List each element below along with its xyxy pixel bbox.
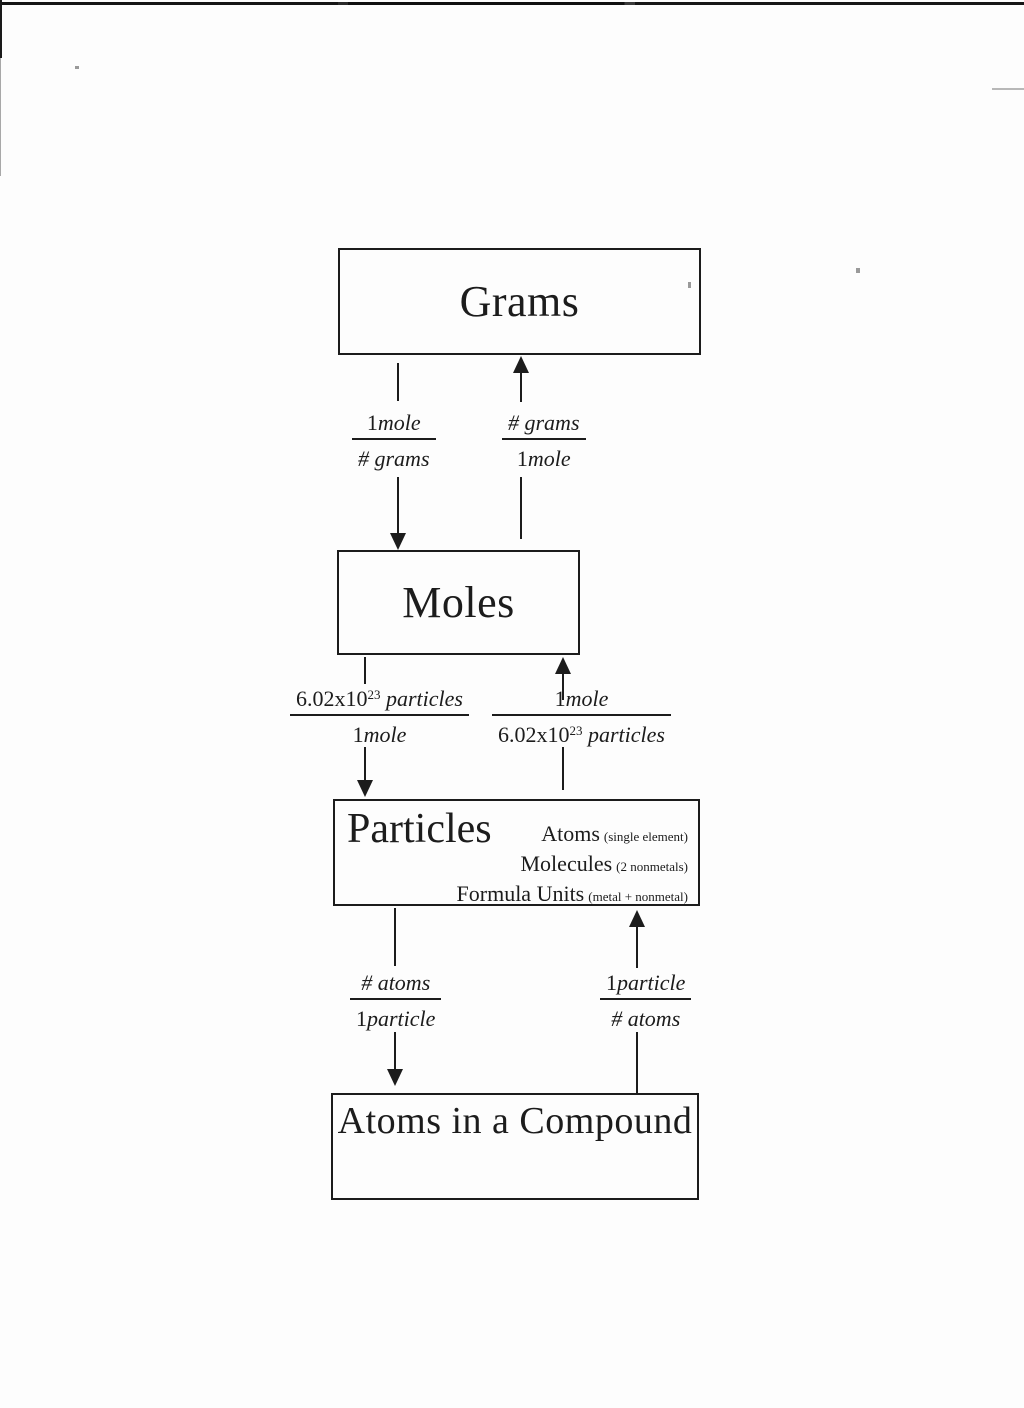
particle-type-formula-units [457,880,688,910]
connector-moles-down-upper [364,657,366,684]
fraction-denominator: # grams [358,446,430,471]
fraction-denominator: $6.02x10^{23}$ particles [498,722,665,747]
fraction-denominator: 1particle [356,1006,436,1031]
particle-type-name: Molecules [520,851,613,876]
fraction-numerator: 1mole [492,682,671,716]
moles-box [337,550,580,655]
particles-label: Particles [347,806,492,852]
particle-type-atoms [457,820,688,850]
conversion-grams-to-moles [352,406,436,472]
fraction-denominator: # atoms [611,1006,681,1031]
arrowhead-up-to-particles [629,910,645,927]
arrowhead-up-to-grams [513,356,529,373]
fraction-numerator: 1particle [600,966,691,1000]
scan-edge-line-top [0,2,1024,5]
scan-edge-mark-left-faint [0,58,1,176]
particle-type-note: (metal + nonmetal) [588,889,688,904]
scan-speck [75,66,79,69]
conversion-particles-to-moles [492,682,671,748]
moles-label: Moles [402,578,515,627]
fraction-denominator: 1mole [352,722,407,747]
fraction-numerator: # atoms [350,966,441,1000]
particle-type-name: Atoms [541,821,600,846]
scan-speck [856,268,860,273]
connector-grams-down-lower [397,477,399,534]
grams-box [338,248,701,355]
fraction-denominator: 1mole [516,446,571,471]
arrowhead-down-to-moles [390,533,406,550]
conversion-moles-to-grams [502,406,586,472]
conversion-moles-to-particles [290,682,469,748]
particles-box [333,799,700,906]
fraction-numerator: # grams [502,406,586,440]
scan-edge-line-right [992,88,1024,90]
grams-label: Grams [459,277,580,326]
scan-edge-mark-left [0,0,2,58]
atoms-in-compound-label: Atoms in a Compound [337,1100,693,1142]
conversion-atoms-to-particles [600,966,691,1032]
conversion-particles-to-atoms [350,966,441,1032]
atoms-in-compound-box [331,1093,699,1200]
connector-atoms-up-upper [636,926,638,968]
arrowhead-up-to-moles [555,657,571,674]
connector-moles-up-lower [520,477,522,539]
connector-particles-down-upper [394,908,396,966]
connector-atoms-up-lower [636,1032,638,1093]
arrowhead-down-to-particles [357,780,373,797]
particle-type-name: Formula Units [456,881,585,906]
connector-grams-down-upper [397,363,399,401]
particle-type-note: (2 nonmetals) [616,859,688,874]
connector-particles-down-lower [394,1032,396,1072]
connector-moles-up-upper [520,372,522,402]
arrowhead-down-to-atoms [387,1069,403,1086]
fraction-numerator: $6.02x10^{23}$ particles [290,682,469,716]
connector-particles-up-lower [562,747,564,790]
particle-type-molecules [457,850,688,880]
connector-moles-down-lower [364,747,366,782]
fraction-numerator: 1mole [352,406,436,440]
particle-type-note: (single element) [603,829,688,844]
particle-type-list [457,820,688,910]
